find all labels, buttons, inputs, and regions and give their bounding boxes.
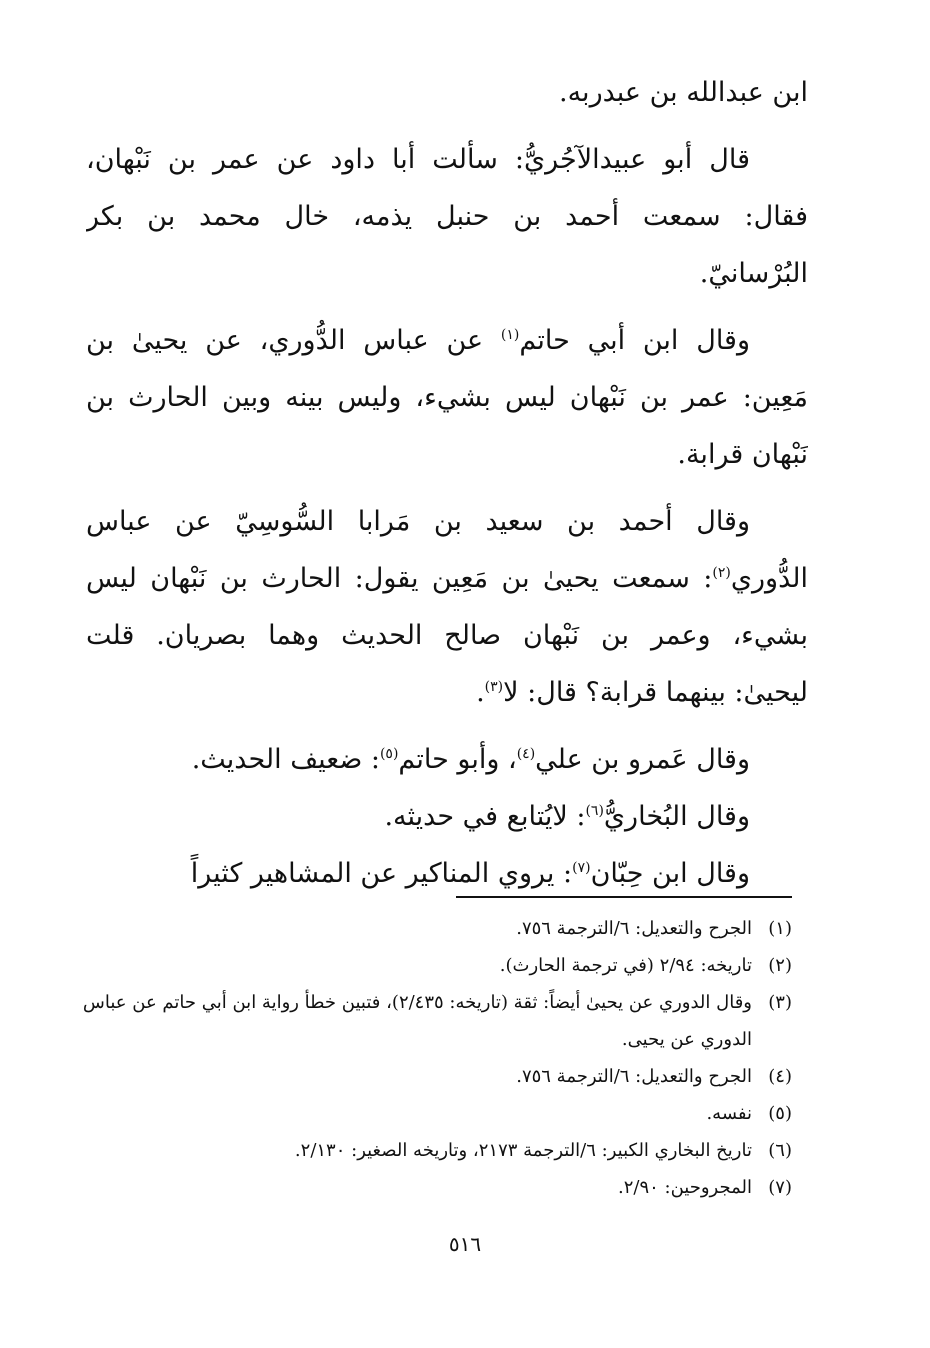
footnote-item [60, 1095, 792, 1132]
text-span: . [476, 677, 485, 708]
footnote-item [60, 947, 792, 984]
footnote-text: نفسه. [706, 1103, 752, 1124]
footnote-item [60, 1132, 792, 1169]
footnote-divider [456, 896, 792, 898]
text-span: ليحيىٰ: بينهما قرابة؟ قال: لا [503, 677, 808, 708]
text-span: البُرْسانيّ. [699, 258, 808, 289]
text-span: عن عباس الدُّوري، عن يحيىٰ بن [86, 325, 501, 356]
text-line [86, 188, 808, 245]
footnote-number: (٢) [768, 955, 792, 976]
footnote-ref: (١) [500, 327, 520, 343]
footnote-item [60, 1169, 792, 1206]
footnote-number: (١) [768, 918, 792, 939]
text-line [86, 369, 808, 426]
main-text [86, 64, 808, 902]
text-span: وقال ابن أبي حاتم [519, 325, 750, 356]
text-span: فقال: سمعت أحمد بن حنبل يذمه، خال محمد بن بكر [86, 201, 808, 232]
footnote-number: (٤) [768, 1066, 792, 1087]
text-line [86, 664, 808, 721]
footnote-text: تاريخه: ٢/٩٤ (في ترجمة الحارث). [499, 955, 752, 976]
text-span: مَعِين: عمر بن نَبْهان ليس بشيء، وليس بينه وبين الحارث بن [86, 382, 808, 413]
text-line [86, 426, 808, 483]
footnote-text: وقال الدوري عن يحيىٰ أيضاً: ثقة (تاريخه: ٢/٤٣٥)، فتبين خطأ رواية ابن أبي حاتم عن عباس الدوري عن يحيى. [82, 992, 752, 1050]
text-line [86, 131, 808, 188]
text-line [86, 245, 808, 302]
text-line [86, 550, 808, 607]
text-span: : سمعت يحيىٰ بن مَعِين يقول: الحارث بن نَبْهان ليس [86, 563, 713, 594]
text-span: وقال أحمد بن سعيد بن مَرابا السُّوسِيّ عن عباس [86, 506, 750, 537]
text-span: : ضعيف الحديث. [191, 744, 380, 775]
text-span: نَبْهان قرابة. [677, 439, 808, 470]
text-line [86, 731, 808, 788]
footnote-ref: (٤) [516, 746, 536, 762]
text-span: وقال ابن حِبّان [590, 858, 750, 889]
footnote-text: الجرح والتعديل: ٦/الترجمة ٧٥٦. [516, 1066, 752, 1087]
text-line [86, 312, 808, 369]
footnote-number: (٦) [768, 1140, 792, 1161]
footnote-number: (٥) [768, 1103, 792, 1124]
footnote-ref: (٥) [379, 746, 399, 762]
text-line [86, 845, 808, 902]
text-line [86, 607, 808, 664]
footnote-ref: (٢) [712, 565, 731, 581]
text-span: : لايُتابع في حديثه. [384, 801, 586, 832]
text-span: بشيء، وعمر بن نَبْهان صالح الحديث وهما بصريان. قلت [86, 620, 808, 651]
text-span: وقال البُخاريُّ [603, 801, 750, 832]
page-number: ٥١٦ [448, 1232, 482, 1256]
footnote-item [60, 1058, 792, 1095]
footnote-item [60, 984, 792, 1058]
footnote-ref: (٦) [585, 803, 604, 819]
footnote-text: المجروحين: ٢/٩٠. [618, 1177, 752, 1198]
text-line [86, 64, 808, 121]
text-span: وقال عَمرو بن علي [535, 744, 750, 775]
footnote-ref: (٧) [572, 860, 591, 876]
footnote-text: تاريخ البخاري الكبير: ٦/الترجمة ٢١٧٣، وتاريخه الصغير: ٢/١٣٠. [294, 1140, 752, 1161]
text-span: ابن عبدالله بن عبدربه. [559, 77, 808, 108]
text-span: الدُّوري [730, 563, 808, 594]
footnote-item [60, 910, 792, 947]
text-line [86, 493, 808, 550]
text-span: : يروي المناكير عن المشاهير كثيراً [190, 858, 573, 889]
footnote-number: (٣) [768, 992, 792, 1013]
text-line [86, 788, 808, 845]
text-span: قال أبو عبيدالآجُريُّ: سألت أبا داود عن عمر بن نَبْهان، [86, 144, 750, 175]
footnote-ref: (٣) [484, 679, 504, 695]
footnote-number: (٧) [768, 1177, 792, 1198]
text-span: ، وأبو حاتم [398, 744, 517, 775]
footnote-text: الجرح والتعديل: ٦/الترجمة ٧٥٦. [516, 918, 752, 939]
footnotes [60, 910, 792, 1206]
